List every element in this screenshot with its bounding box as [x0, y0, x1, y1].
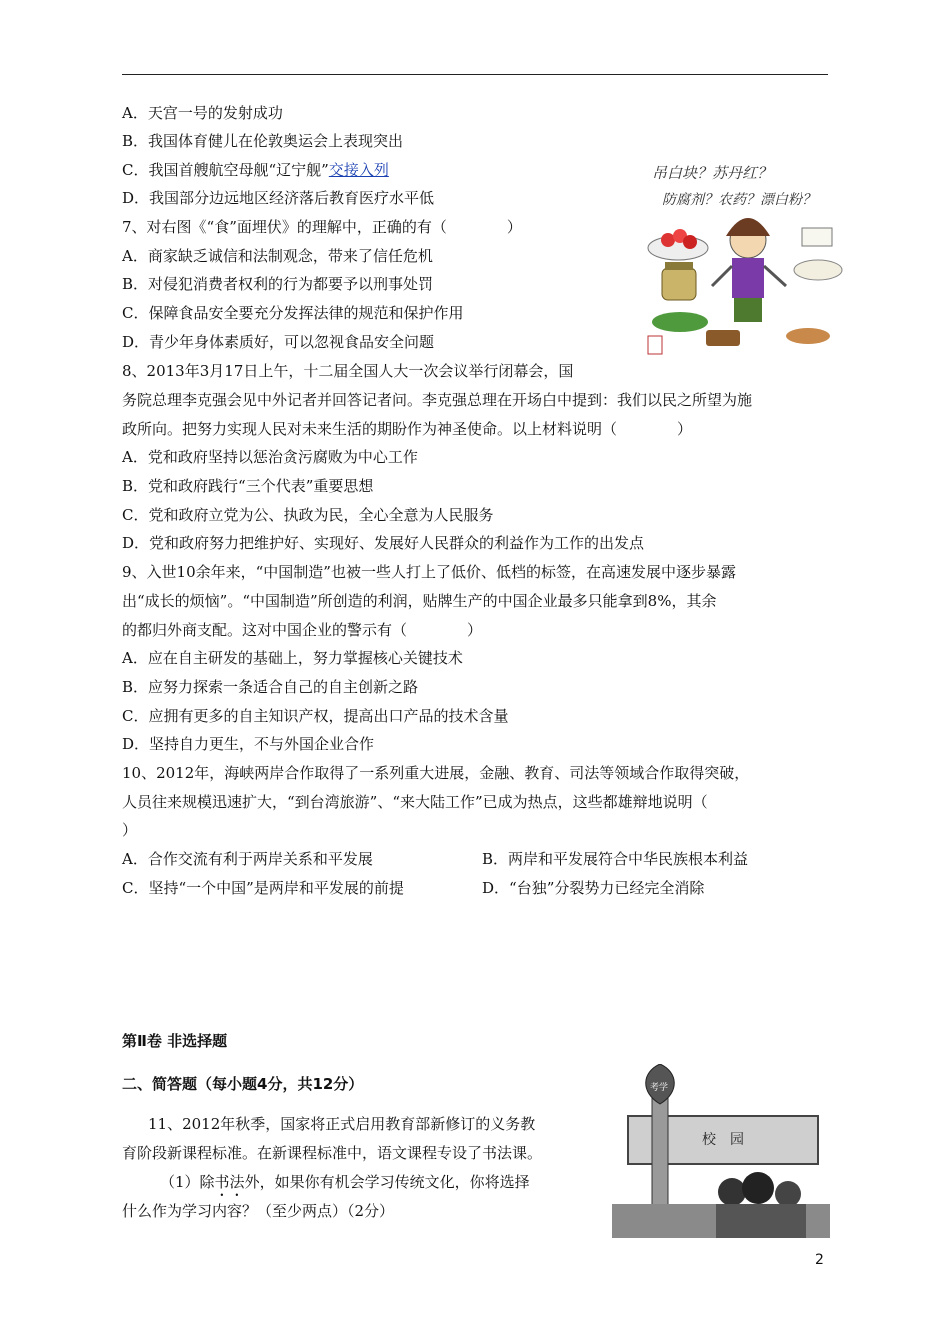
q11-line-2: 育阶段新课程标准。在新课程标准中，语文课程专设了书法课。	[122, 1144, 543, 1162]
section-2-title: 第Ⅱ卷 非选择题	[122, 1032, 228, 1050]
q9-option-a: A．应在自主研发的基础上，努力掌握核心关键技术	[122, 649, 463, 667]
q8-option-d: D．党和政府努力把维护好、实现好、发展好人民群众的利益作为工作的出发点	[122, 534, 645, 552]
q7-option-b: B．对侵犯消费者权利的行为都要予以刑事处罚	[122, 275, 434, 293]
q9-option-b: B．应努力探索一条适合自己的自主创新之路	[122, 678, 419, 696]
q9-option-d: D．坚持自力更生，不与外国企业合作	[122, 735, 375, 753]
cartoon2-hat-text: 考学	[650, 1083, 669, 1093]
part-2-title: 二、简答题（每小题4分，共12分）	[122, 1075, 364, 1093]
q10-option-c: C．坚持“一个中国”是两岸和平发展的前提	[122, 879, 404, 897]
q7-option-c: C．保障食品安全要充分发挥法律的规范和保护作用	[122, 304, 464, 322]
food-safety-cartoon	[640, 140, 860, 362]
q7-option-d: D．青少年身体素质好，可以忽视食品安全问题	[122, 333, 435, 351]
q8-option-a: A．党和政府坚持以惩治贪污腐败为中心工作	[122, 448, 418, 466]
q11-sub1-emph: 书法	[214, 1173, 245, 1191]
q9-line-2: 出“成长的烦恼”。“中国制造”所创造的利润，贴牌生产的中国企业最多只能拿到8%，其余	[122, 592, 717, 610]
q10-line-2: 人员往来规模迅速扩大，“到台湾旅游”、“来大陆工作”已成为热点，这些都雄辩地说明（	[122, 793, 708, 811]
q10-line-3: ）	[122, 821, 138, 839]
q10-option-d: D．“台独”分裂势力已经完全消除	[482, 879, 705, 897]
q10-option-a: A．合作交流有利于两岸关系和平发展	[122, 850, 373, 868]
q11-line-1: 11、2012年秋季，国家将正式启用教育部新修订的义务教	[148, 1115, 536, 1133]
page-number: 2	[815, 1252, 824, 1268]
q7-option-a: A．商家缺乏诚信和法制观念，带来了信任危机	[122, 247, 433, 265]
q11-sub1-line-2: 什么作为学习内容？（至少两点）（2分）	[122, 1202, 395, 1220]
q11-sub1-post: 外，如果你有机会学习传统文化，你将选择	[244, 1173, 530, 1191]
q8-line-2: 务院总理李克强会见中外记者并回答记者问。李克强总理在开场白中提到：我们以民之所望为施	[122, 391, 753, 409]
q9-line-3: 的都归外商支配。这对中国企业的警示有（ ）	[122, 621, 483, 639]
campus-cartoon	[612, 1064, 830, 1238]
q6-option-c-link[interactable]: 交接入列	[328, 161, 389, 179]
q9-line-1: 9、入世10余年来，“中国制造”也被一些人打上了低价、低档的标签，在高速发展中逐步暴露	[122, 563, 736, 581]
cartoon1-caption-2: 防腐剂？农药？漂白粉？	[662, 192, 816, 208]
q10-option-b: B．两岸和平发展符合中华民族根本利益	[482, 850, 749, 868]
header-rule	[122, 74, 828, 75]
cartoon2-sign-text: 校 园	[702, 1132, 744, 1148]
cartoon1-caption-1: 吊白块？苏丹红？	[652, 164, 773, 182]
q11-sub1	[160, 1172, 530, 1200]
q6-option-c	[122, 160, 389, 180]
q8-option-c: C．党和政府立党为公、执政为民，全心全意为人民服务	[122, 506, 494, 524]
q7-stem: 7、对右图《“食”面埋伏》的理解中，正确的有（ ）	[122, 218, 522, 236]
q8-line-3: 政所向。把努力实现人民对未来生活的期盼作为神圣使命。以上材料说明（ ）	[122, 420, 693, 438]
q6-option-a: A．天宫一号的发射成功	[122, 104, 283, 122]
q6-option-b: B．我国体育健儿在伦敦奥运会上表现突出	[122, 132, 404, 150]
q6-option-c-text: C．我国首艘航空母舰“辽宁舰”	[122, 161, 329, 179]
q6-option-d: D．我国部分边远地区经济落后教育医疗水平低	[122, 189, 435, 207]
q9-option-c: C．应拥有更多的自主知识产权，提高出口产品的技术含量	[122, 707, 509, 725]
q10-line-1: 10、2012年，海峡两岸合作取得了一系列重大进展，金融、教育、司法等领域合作取得突破，	[122, 764, 750, 782]
q8-line-1: 8、2013年3月17日上午，十二届全国人大一次会议举行闭幕会，国	[122, 362, 574, 380]
q8-option-b: B．党和政府践行“三个代表”重要思想	[122, 477, 374, 495]
q11-sub1-pre: （1）除	[160, 1173, 215, 1191]
